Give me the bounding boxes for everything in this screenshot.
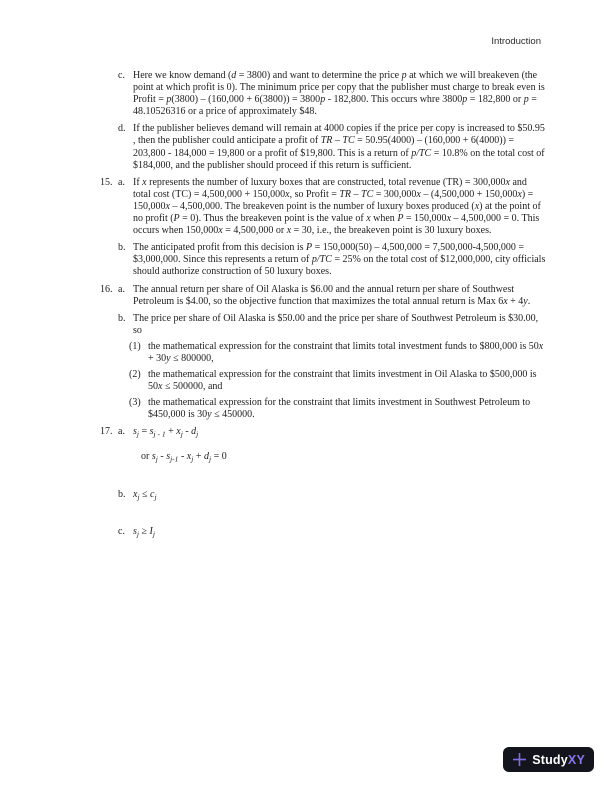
item-text: The price per share of Oil Alaska is $50.00 and the price per share of Southwest Petroleum is $30.00, so [133,312,539,336]
constraint-list [129,340,546,422]
item-text: If x represents the number of luxury boxes that are constructed, total revenue (TR) = 300,000x and total cost (TC) = 4,500,000 + 150,000x, so Profit = TR – TC = 300,000x – (4,500,000 + 150,000x) = 150,000x – 4,500,000. The breakeven point is the number of luxury boxes produced (x) at the point of no profit (P = 0). Thus the breakeven point is the value of x when P = 150,000x – 4,500,000 = 0. This occurs when 150,000x = 4,500,000 or x = 30, i.e., the breakeven point is 30 luxury boxes. [133,176,541,237]
item-text: Here we know demand (d = 3800) and want to determine the price p at which we will breakeven (the point at which profit is 0). The minimum price per copy that the publisher must charge to break even is Profit = p(3800) – (160,000 + 6(3800)) = 3800p - 182,800. This occurs whre 3800p = 182,800 or p = 48.10526316 or a price of approximately $48. [133,70,545,118]
solution-item-17b [100,489,546,514]
studyxy-logo [503,747,594,772]
solution-item-c [100,70,546,118]
solution-item-17c [100,526,546,551]
item-number [100,489,118,514]
brand-text: Study [532,752,568,767]
solution-item-15a [100,177,546,237]
item-letter: a. [118,176,125,188]
solutions-content [100,70,546,564]
item-number: 15. [100,176,113,188]
equation-line: $s_j \ge I_j$ [133,526,155,539]
solution-item-15b [100,242,546,278]
solution-item-16a [100,284,546,308]
item-number [100,313,118,422]
constraint-item-1 [129,341,546,365]
item-letter: c. [118,70,125,81]
item-letter: b. [118,242,126,254]
item-text: The annual return per share of Oil Alaska is $6.00 and the annual return per share of Southwest Petroleum is $4.00, so the objective function that maximizes the total annual return is Max 6x + 4y. [133,283,531,307]
item-number [100,242,118,278]
item-text: The anticipated profit from this decision is P = 150,000(50) – 4,500,000 = 7,500,000-4,500,000 = $3,000,000. Since this represents a return of p/TC = 25% on the total cost of $12,000,000, city officials should authorize construction of 50 luxury boxes. [133,242,546,278]
brand-accent-text: XY [567,752,585,767]
subitem-label: (3) [129,397,141,409]
equation-line: or $s_j - s_{j-1} - x_j + d_j = 0$ [141,451,227,464]
solution-item-16b [100,313,546,422]
item-number: 17. [100,426,113,438]
subitem-text: the mathematical expression for the constraint that limits total investment funds to $800,000 is 50x + 30y ≤ 800000, [148,340,544,364]
subitem-text: the mathematical expression for the constraint that limits investment in Southwest Petroleum to $450,000 is 30y ≤ 450000. [148,397,531,421]
item-letter: b. [118,488,126,500]
subitem-label: (2) [129,369,141,381]
brand-name [532,751,585,769]
item-number [100,123,118,171]
page-header-title: Introduction [491,36,541,47]
solution-item-d [100,123,546,171]
solution-item-17a [100,426,546,475]
constraint-item-3 [129,397,546,421]
subitem-label: (1) [129,340,141,352]
item-letter: d. [118,123,126,135]
subitem-text: the mathematical expression for the constraint that limits investment in Oil Alaska to $500,000 is 50x ≤ 500000, and [148,369,537,393]
constraint-item-2 [129,369,546,393]
item-text: If the publisher believes demand will remain at 4000 copies if the price per copy is increased to $50.95 , then the publisher could anticipate a profit of TR – TC = 50.95(4000) – (160,000 + 6(4000)) = 203,800 - 184,000 = 19,800 or a profit of $19,800. This is a return of p/TC = 10.8% on the total cost of $184,000, and the publisher should proceed if this return is sufficient. [133,123,545,171]
item-letter: a. [118,283,125,295]
item-number [100,70,118,118]
item-letter: a. [118,426,125,438]
equation-line: $s_j = s_{j - 1} + x_j - d_j$ [133,426,199,439]
item-number [100,526,118,551]
item-letter: b. [118,312,126,324]
item-letter: c. [118,526,125,538]
equation-line: $x_j \le c_j$ [133,488,157,502]
item-number: 16. [100,283,113,295]
plus-icon [512,752,527,767]
